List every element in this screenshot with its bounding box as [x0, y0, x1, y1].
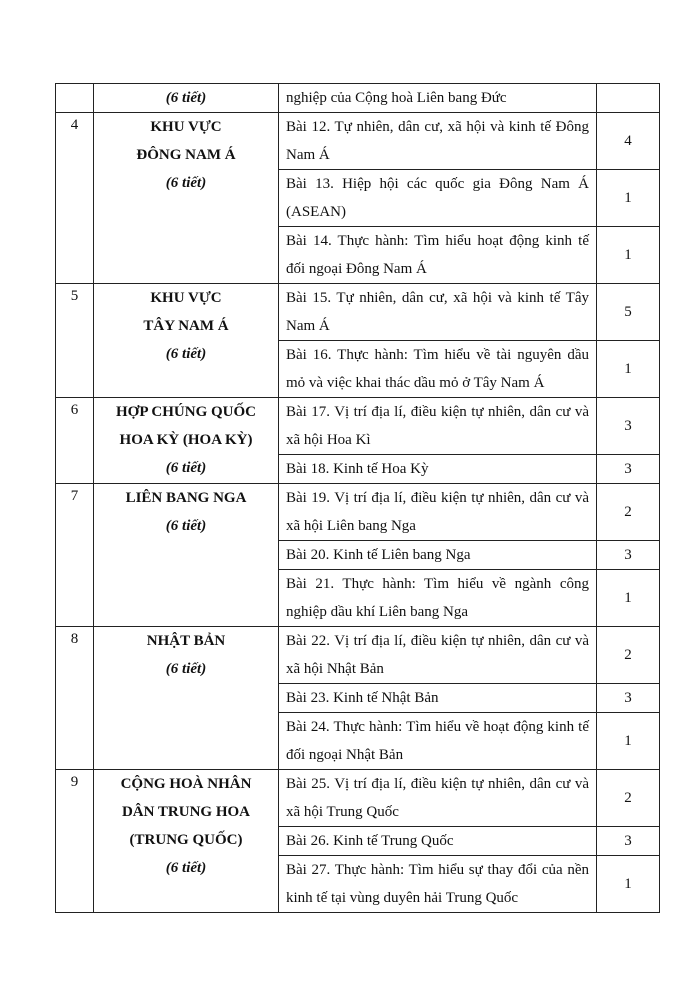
unit-periods: (6 tiết): [165, 661, 207, 677]
table-row: [56, 484, 660, 541]
stt-cell: 4: [56, 113, 94, 284]
count-cell: 3: [597, 684, 660, 713]
lesson-cell: Bài 16. Thực hành: Tìm hiểu về tài nguyên dầu mỏ và việc khai thác dầu mỏ ở Tây Nam Á: [279, 341, 597, 398]
table-row: [56, 627, 660, 684]
count-cell: 1: [597, 713, 660, 770]
stt-cell: 7: [56, 484, 94, 627]
count-cell: 3: [597, 827, 660, 856]
stt-cell: [56, 84, 94, 113]
unit-cell: [94, 770, 279, 913]
unit-name-line: HỢP CHÚNG QUỐC: [115, 404, 256, 420]
unit-name-line: NHẬT BẢN: [146, 633, 226, 649]
unit-name-line: ĐÔNG NAM Á: [136, 147, 236, 163]
table-row: [56, 84, 660, 113]
lesson-cell: Bài 20. Kinh tế Liên bang Nga: [279, 541, 597, 570]
unit-periods: (6 tiết): [165, 90, 207, 106]
count-cell: 1: [597, 570, 660, 627]
lesson-cell: Bài 27. Thực hành: Tìm hiểu sự thay đổi của nền kinh tế tại vùng duyên hải Trung Quốc: [279, 856, 597, 913]
unit-cell: [94, 484, 279, 627]
curriculum-table-body: [56, 84, 660, 913]
lesson-cell: Bài 25. Vị trí địa lí, điều kiện tự nhiên, dân cư và xã hội Trung Quốc: [279, 770, 597, 827]
count-cell: 2: [597, 770, 660, 827]
unit-periods: (6 tiết): [165, 860, 207, 876]
unit-periods: (6 tiết): [165, 175, 207, 191]
table-row: [56, 113, 660, 170]
count-cell: 1: [597, 227, 660, 284]
lesson-cell: Bài 22. Vị trí địa lí, điều kiện tự nhiên, dân cư và xã hội Nhật Bản: [279, 627, 597, 684]
unit-periods: (6 tiết): [165, 460, 207, 476]
lesson-cell: Bài 23. Kinh tế Nhật Bản: [279, 684, 597, 713]
table-row: [56, 398, 660, 455]
stt-cell: 8: [56, 627, 94, 770]
count-cell: 2: [597, 627, 660, 684]
lesson-cell: Bài 19. Vị trí địa lí, điều kiện tự nhiên, dân cư và xã hội Liên bang Nga: [279, 484, 597, 541]
unit-name-line: (TRUNG QUỐC): [129, 832, 243, 848]
stt-cell: 9: [56, 770, 94, 913]
lesson-cell: Bài 12. Tự nhiên, dân cư, xã hội và kinh tế Đông Nam Á: [279, 113, 597, 170]
lesson-cell: nghiệp của Cộng hoà Liên bang Đức: [279, 84, 597, 113]
table-row: [56, 284, 660, 341]
count-cell: 4: [597, 113, 660, 170]
unit-cell: [94, 398, 279, 484]
count-cell: 3: [597, 455, 660, 484]
count-cell: 3: [597, 541, 660, 570]
lesson-cell: Bài 17. Vị trí địa lí, điều kiện tự nhiên, dân cư và xã hội Hoa Kì: [279, 398, 597, 455]
count-cell: 1: [597, 341, 660, 398]
unit-name-line: DÂN TRUNG HOA: [121, 804, 251, 820]
lesson-cell: Bài 21. Thực hành: Tìm hiểu về ngành công nghiệp dầu khí Liên bang Nga: [279, 570, 597, 627]
unit-periods: (6 tiết): [165, 346, 207, 362]
unit-cell: [94, 284, 279, 398]
stt-cell: 6: [56, 398, 94, 484]
lesson-cell: Bài 15. Tự nhiên, dân cư, xã hội và kinh tế Tây Nam Á: [279, 284, 597, 341]
curriculum-table: [55, 83, 660, 913]
unit-name-line: TÂY NAM Á: [143, 318, 229, 334]
unit-cell: [94, 113, 279, 284]
lesson-cell: Bài 18. Kinh tế Hoa Kỳ: [279, 455, 597, 484]
stt-cell: 5: [56, 284, 94, 398]
unit-cell: [94, 84, 279, 113]
count-cell: 3: [597, 398, 660, 455]
unit-name-line: KHU VỰC: [150, 119, 222, 135]
lesson-cell: Bài 14. Thực hành: Tìm hiểu hoạt động kinh tế đối ngoại Đông Nam Á: [279, 227, 597, 284]
unit-name-line: LIÊN BANG NGA: [125, 490, 247, 506]
unit-name-line: KHU VỰC: [150, 290, 222, 306]
unit-periods: (6 tiết): [165, 518, 207, 534]
count-cell: [597, 84, 660, 113]
count-cell: 5: [597, 284, 660, 341]
lesson-cell: Bài 24. Thực hành: Tìm hiểu về hoạt động kinh tế đối ngoại Nhật Bản: [279, 713, 597, 770]
count-cell: 1: [597, 856, 660, 913]
unit-cell: [94, 627, 279, 770]
lesson-cell: Bài 13. Hiệp hội các quốc gia Đông Nam Á (ASEAN): [279, 170, 597, 227]
count-cell: 1: [597, 170, 660, 227]
table-row: [56, 770, 660, 827]
lesson-cell: Bài 26. Kinh tế Trung Quốc: [279, 827, 597, 856]
count-cell: 2: [597, 484, 660, 541]
unit-name-line: CỘNG HOÀ NHÂN: [120, 776, 252, 792]
unit-name-line: HOA KỲ (HOA KỲ): [119, 432, 253, 448]
